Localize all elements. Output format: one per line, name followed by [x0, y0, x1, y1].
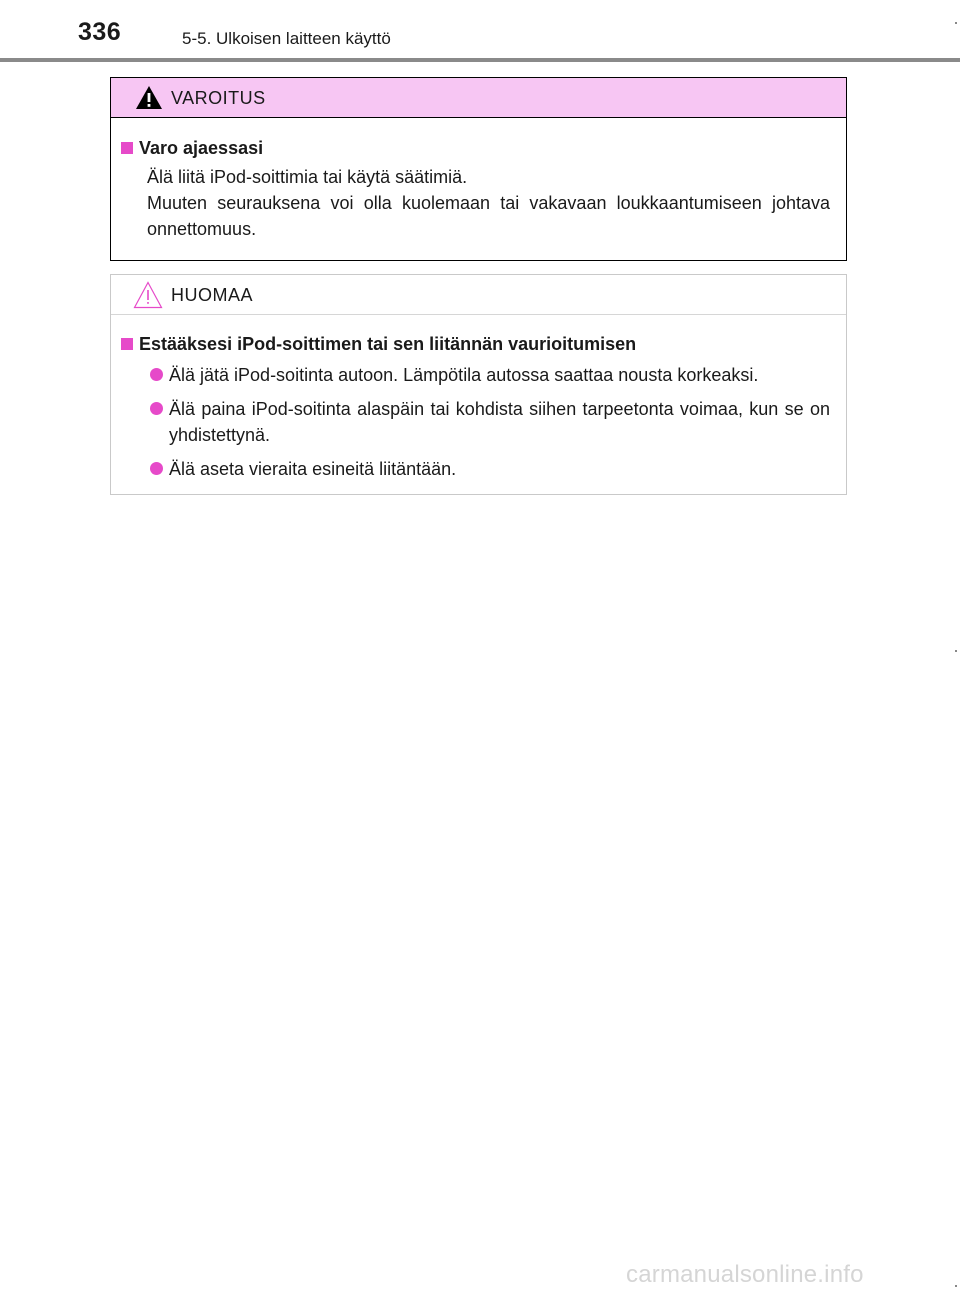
notice-box-header — [111, 275, 846, 315]
page-number: 336 — [78, 18, 122, 46]
notice-item-text: Älä jätä iPod-soitinta autoon. Lämpötila autossa saattaa nousta korkeaksi. — [169, 365, 759, 385]
notice-item-text: Älä paina iPod-soitinta alaspäin tai kohdista siihen tarpeetonta voimaa, kun se on yhdistettynä. — [169, 399, 830, 445]
circle-bullet-icon — [150, 368, 163, 381]
warning-subheading — [121, 136, 830, 160]
page-edge-mark — [955, 1285, 957, 1287]
warning-text-line: Älä liitä iPod-soittimia tai käytä säätimiä. — [147, 167, 468, 187]
header-rule — [0, 58, 960, 62]
page-edge-mark — [955, 22, 957, 24]
page-edge-mark — [955, 650, 957, 652]
circle-bullet-icon — [150, 402, 163, 415]
notice-item-text: Älä aseta vieraita esineitä liitäntään. — [169, 459, 457, 479]
notice-subheading-text: Estääksesi iPod-soittimen tai sen liitännän vaurioitumisen — [139, 334, 637, 354]
caution-triangle-outline-icon — [133, 281, 163, 309]
notice-label: HUOMAA — [171, 285, 254, 305]
warning-text — [147, 164, 830, 242]
square-bullet-icon — [121, 142, 133, 154]
watermark-text: carmanualsonline.info — [626, 1261, 864, 1288]
warning-text-line: Muuten seurauksena voi olla kuolemaan tai vakavaan loukkaantumiseen johtava onnettomuus. — [147, 193, 830, 239]
square-bullet-icon — [121, 338, 133, 350]
warning-triangle-filled-icon — [135, 85, 163, 110]
notice-box-body — [111, 315, 846, 482]
section-title: 5-5. Ulkoisen laitteen käyttö — [182, 29, 391, 48]
notice-list-item — [121, 362, 830, 388]
warning-box-body — [111, 118, 846, 242]
circle-bullet-icon — [150, 462, 163, 475]
notice-list-item — [121, 396, 830, 448]
notice-subheading — [121, 332, 830, 356]
page-header — [0, 0, 960, 62]
warning-subheading-text: Varo ajaessasi — [139, 138, 264, 158]
notice-list-item — [121, 456, 830, 482]
warning-label: VAROITUS — [171, 88, 266, 108]
warning-box-header — [111, 78, 846, 118]
warning-box — [110, 77, 847, 261]
notice-box — [110, 274, 847, 495]
